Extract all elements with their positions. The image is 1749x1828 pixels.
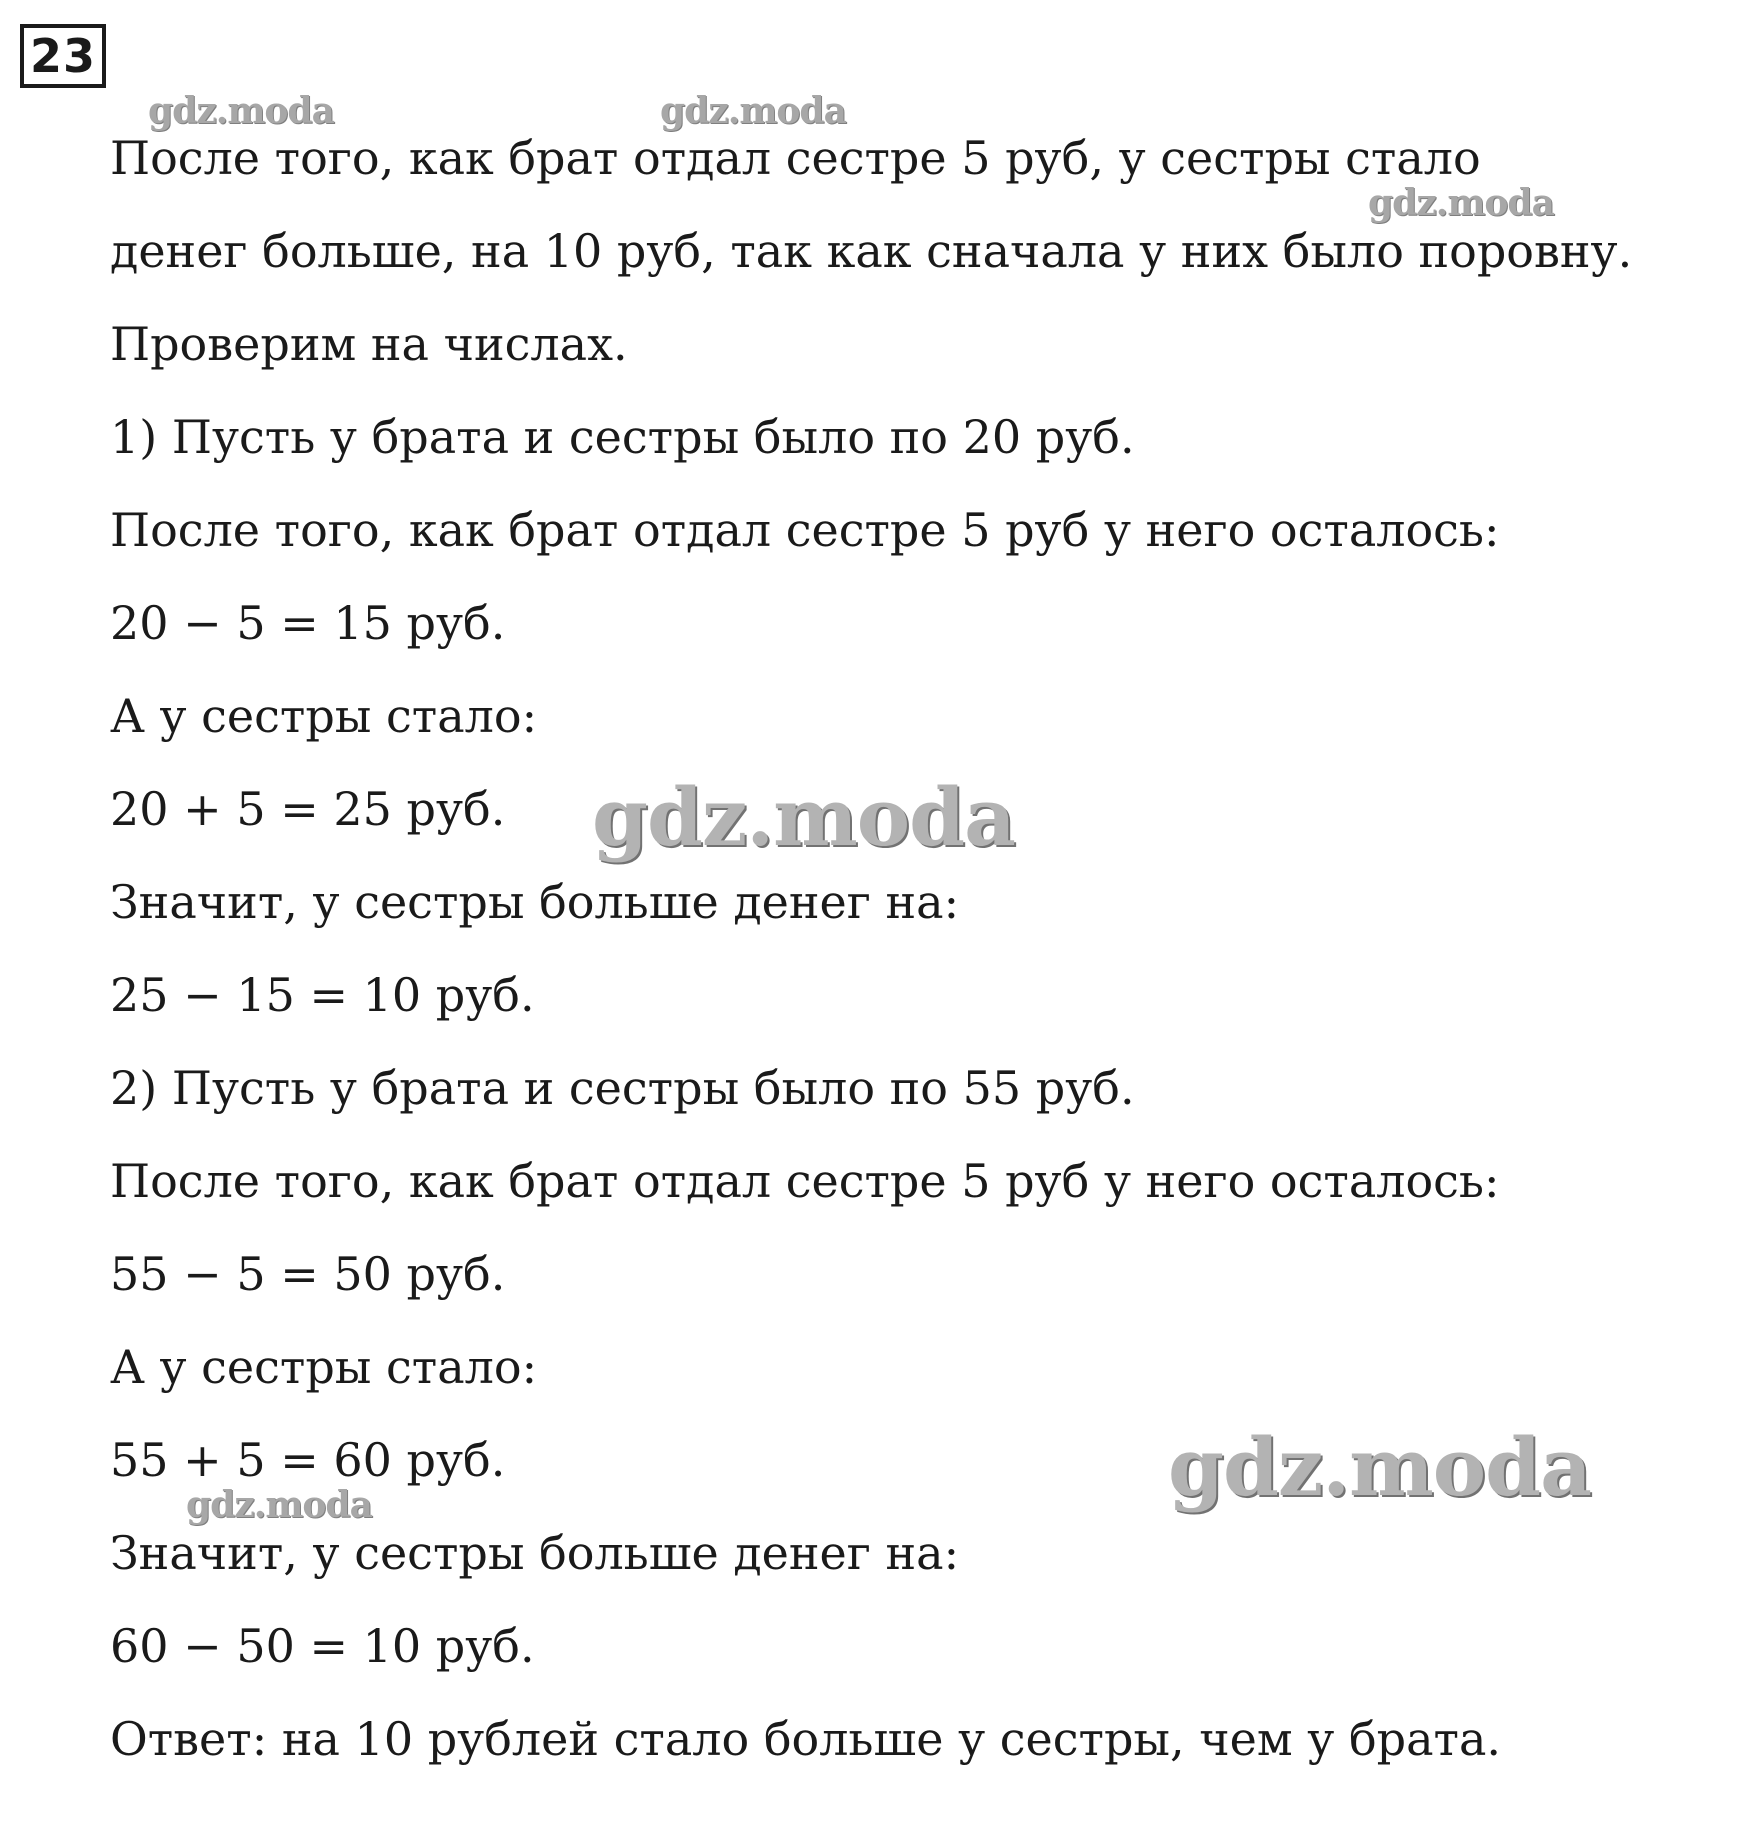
equation-line: 55 + 5 = 60 руб. [110,1433,506,1487]
watermark: gdz.moda [148,90,334,132]
solution-line: денег больше, на 10 руб, так как сначала у них было поровну. [110,224,1633,278]
watermark: gdz.moda [1168,1420,1591,1514]
watermark: gdz.moda [1368,182,1554,224]
answer-line: Ответ: на 10 рублей стало больше у сестры, чем у брата. [110,1712,1502,1766]
equation-line: 25 − 15 = 10 руб. [110,968,535,1022]
solution-text [110,112,1730,1786]
solution-line: После того, как брат отдал сестре 5 руб, у сестры стало [110,131,1481,185]
watermark: gdz.moda [592,770,1015,864]
solution-line: Значит, у сестры больше денег на: [110,875,960,929]
solution-line: А у сестры стало: [110,1340,538,1394]
equation-line: 20 − 5 = 15 руб. [110,596,506,650]
solution-line: 2) Пусть у брата и сестры было по 55 руб. [110,1061,1135,1115]
equation-line: 20 + 5 = 25 руб. [110,782,506,836]
task-number: 23 [20,24,106,88]
solution-line: 1) Пусть у брата и сестры было по 20 руб. [110,410,1135,464]
solution-line: После того, как брат отдал сестре 5 руб у него осталось: [110,503,1500,557]
solution-line: А у сестры стало: [110,689,538,743]
equation-line: 60 − 50 = 10 руб. [110,1619,535,1673]
watermark: gdz.moda [186,1484,372,1526]
equation-line: 55 − 5 = 50 руб. [110,1247,506,1301]
solution-line: Значит, у сестры больше денег на: [110,1526,960,1580]
solution-line: После того, как брат отдал сестре 5 руб у него осталось: [110,1154,1500,1208]
solution-line: Проверим на числах. [110,317,628,371]
watermark: gdz.moda [660,90,846,132]
